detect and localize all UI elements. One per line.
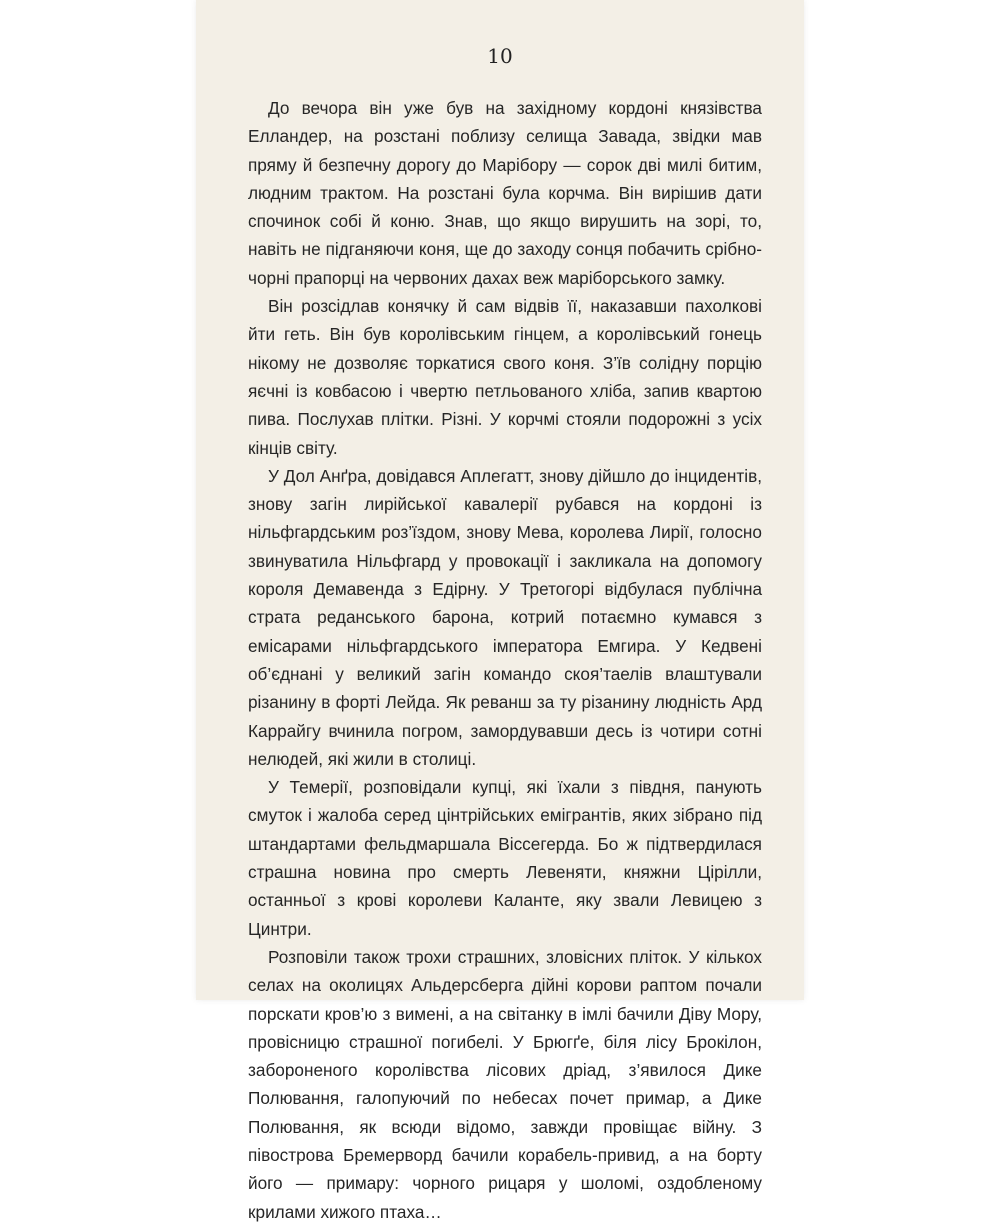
body-text [248,94,762,1226]
paragraph-2: Він розсідлав конячку й сам відвів її, наказавши пахолкові йти геть. Він був королівським гінцем, а королівський гонець нікому не дозволяє торкатися свого коня. З’їв солідну порцію яєчні із ковбасою і чвертю петльованого хліба, запив квартою пива. Послухав плітки. Різні. У корчмі стояли подорожні з усіх кінців світу. [248,296,762,458]
page-number: 10 [487,44,513,68]
book-page [196,0,804,1222]
paragraph-3: У Дол Анґра, довідався Аплегатт, знову дійшло до інцидентів, знову загін лирійської кавалерії рубався на кордоні із нільфгардським роз’їздом, знову Мева, королева Лирії, голосно звинуватила Нільфгард у провокації і закликала на допомогу короля Демавенда з Едірну. У Третогорі відбулася публічна страта реданського барона, котрий потаємно кумався з емісарами нільфгардського імператора Емгира. У Кедвені об’єднані у великий загін командо скоя’таелів влаштували різанину в форті Лейда. Як реванш за ту різанину людність Ард Каррайгу вчинила погром, замордувавши десь із чотири сотні нелюдей, які жили в столиці. [248,465,762,769]
paragraph-1: До вечора він уже був на західному кордоні князівства Елландер, на розстані поблизу селища Завада, звідки мав пряму й безпечну дорогу до Марібору — сорок дві милі битим, людним трактом. На розстані була корчма. Він вирішив дати спочинок собі й коню. Знав, що якщо вирушить на зорі, то, навіть не підганяючи коня, ще до заходу сонця побачить срібно-чорні прапорці на червоних дахах веж маріборського замку. [248,98,762,288]
paragraph-5: Розповіли також трохи страшних, зловісних пліток. У кількох селах на околицях Альдерсберга дійні корови раптом почали порскати кров’ю з вимені, а на світанку в імлі бачили Діву Мору, провісницю страшної погибелі. У Брюгґе, біля лісу Брокілон, забороненого королівства лісових дріад, з’явилося Дике Полювання, галопуючий по небесах почет примар, а Дике Полювання, як всюди відомо, завжди провіщає війну. З півострова Бремерворд бачили корабель-привид, а на борту його — примару: чорного рицаря у шоломі, оздобленому крилами хижого птаха… [248,946,762,1222]
paragraph-4: У Темерії, розповідали купці, які їхали з півдня, панують смуток і жалоба серед цінтрійських емігрантів, яких зібрано під штандартами фельдмаршала Віссегерда. Бо ж підтвердилася страшна новина про смерть Левеняти, княжни Цірілли, останньої з крові королеви Каланте, яку звали Левицею з Цинтри. [248,777,762,939]
